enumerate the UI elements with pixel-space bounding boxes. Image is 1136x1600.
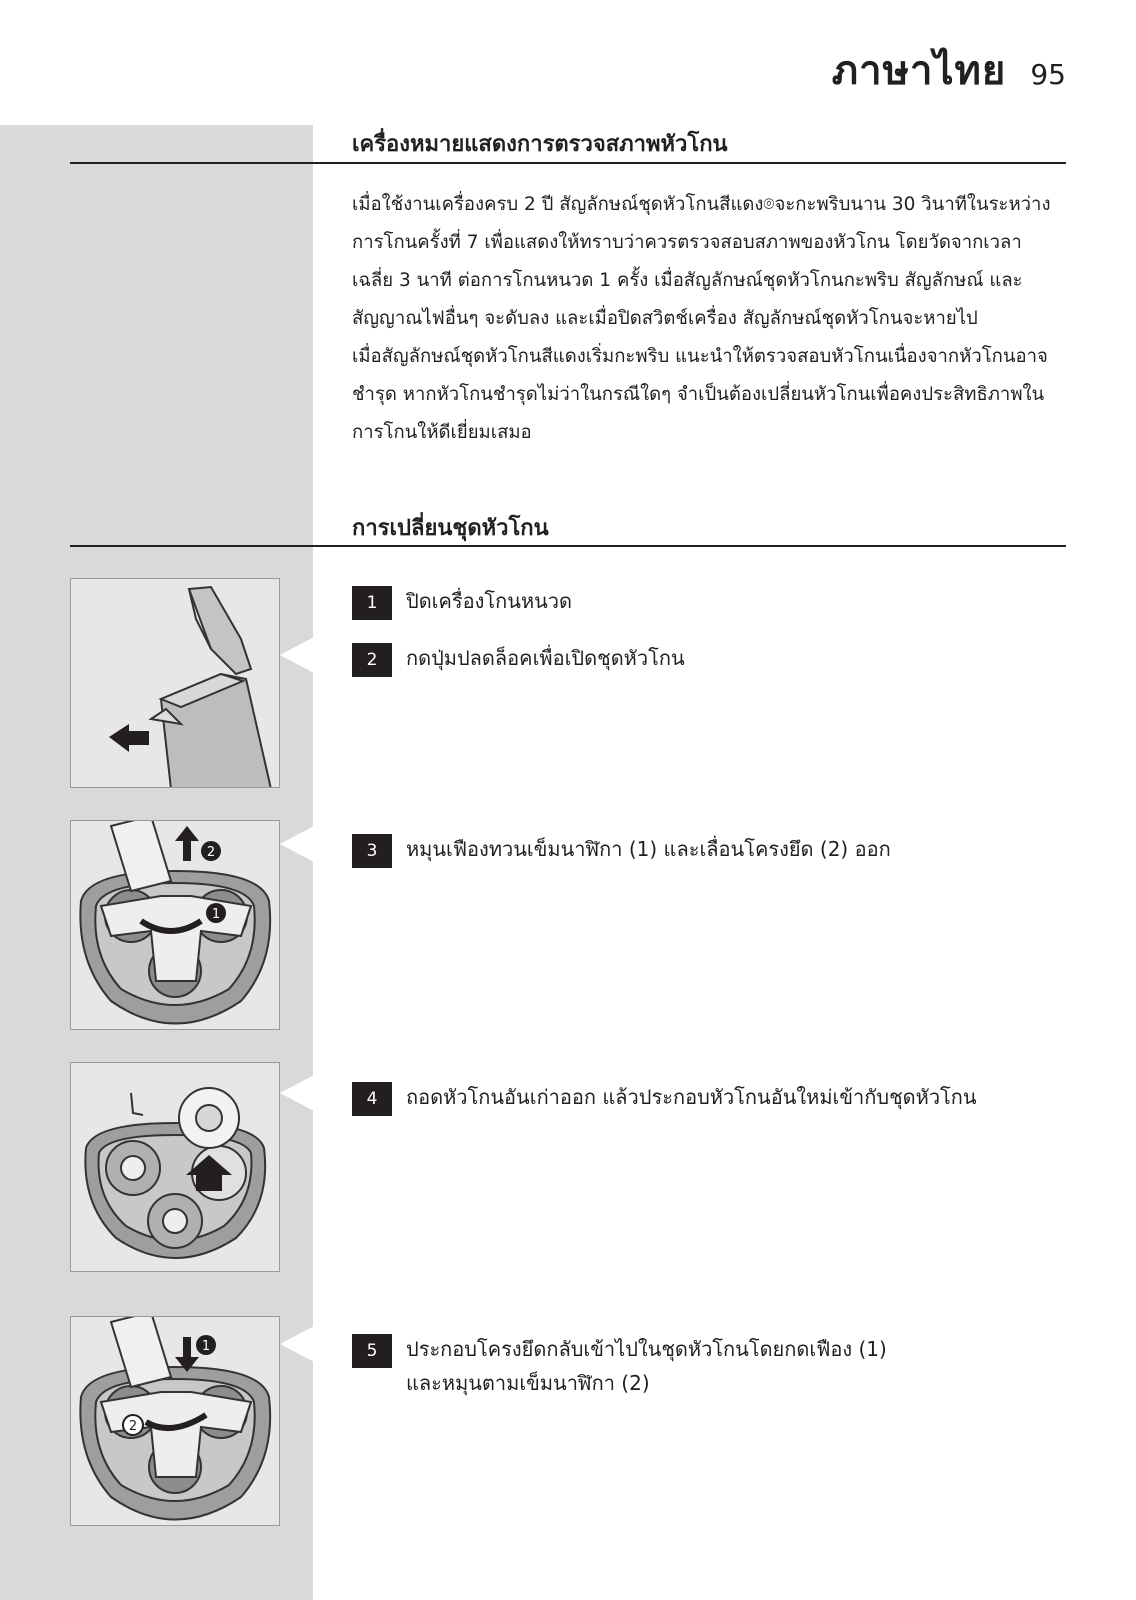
callout-1: 1 — [211, 907, 221, 922]
step-text: หมุนเฟืองทวนเข็มนาฬิกา (1) และเลื่อนโครงยึด (2) ออก — [406, 837, 891, 861]
step-4 — [352, 1080, 1052, 1116]
shaving-unit-frame-icon — [71, 1317, 279, 1525]
step-number: 4 — [352, 1082, 392, 1116]
shaving-heads-icon — [71, 1063, 279, 1271]
figure-replace-heads — [70, 1062, 280, 1272]
language-title: ภาษาไทย — [831, 48, 1007, 94]
figure-reattach-retaining-frame — [70, 1316, 280, 1526]
step-number: 1 — [352, 586, 392, 620]
shaving-unit-frame-icon — [71, 821, 279, 1029]
step-number: 3 — [352, 834, 392, 868]
section-rule — [70, 162, 1066, 164]
figure-pointer — [280, 1326, 314, 1362]
paragraph: เมื่อใช้งานเครื่องครบ 2 ปี สัญลักษณ์ชุดหัวโกนสีแดง⌾จะกะพริบนาน 30 วินาทีในระหว่างการโกนครั้งที่ 7 เพื่อแสดงให้ทราบว่าควรตรวจสอบสภาพของหัวโกน โดยวัดจากเวลาเฉลี่ย 3 นาที ต่อการโกนหนวด 1 ครั้ง เมื่อสัญลักษณ์ชุดหัวโกนกะพริบ สัญลักษณ์ และสัญญาณไฟอื่นๆ จะดับลง และเมื่อปิดสวิตช์เครื่อง สัญลักษณ์ชุดหัวโกนจะหายไป — [352, 194, 1051, 329]
shaver-unlock-icon — [71, 579, 279, 787]
paragraph: เมื่อสัญลักษณ์ชุดหัวโกนสีแดงเริ่มกะพริบ แนะนำให้ตรวจสอบหัวโกนเนื่องจากหัวโกนอาจชำรุด หากหัวโกนชำรุดไม่ว่าในกรณีใดๆ จำเป็นต้องเปลี่ยนหัวโกนเพื่อคงประสิทธิภาพในการโกนให้ดีเยี่ยมเสมอ — [352, 346, 1048, 443]
step-3 — [352, 832, 1052, 868]
step-text: ถอดหัวโกนอันเก่าออก แล้วประกอบหัวโกนอันใหม่เข้ากับชุดหัวโกน — [406, 1085, 977, 1109]
step-number: 5 — [352, 1334, 392, 1368]
figure-pointer — [280, 637, 314, 673]
step-text: ประกอบโครงยึดกลับเข้าไปในชุดหัวโกนโดยกดเฟือง (1) และหมุนตามเข็มนาฬิกา (2) — [406, 1337, 887, 1395]
inspection-body — [352, 186, 1062, 452]
page-header — [832, 38, 1066, 98]
step-5 — [352, 1332, 1052, 1400]
step-text: กดปุ่มปลดล็อคเพื่อเปิดชุดหัวโกน — [406, 646, 685, 670]
figure-remove-retaining-frame — [70, 820, 280, 1030]
step-1 — [352, 584, 1052, 620]
section-title-inspection: เครื่องหมายแสดงการตรวจสภาพหัวโกน — [352, 132, 728, 157]
figure-open-shaving-unit — [70, 578, 280, 788]
figure-pointer — [280, 1075, 314, 1111]
callout-2: 2 — [128, 1419, 138, 1434]
section-rule — [70, 545, 1066, 547]
callout-1: 1 — [201, 1339, 211, 1354]
callout-2: 2 — [206, 845, 216, 860]
section-title-replacing: การเปลี่ยนชุดหัวโกน — [352, 516, 549, 541]
step-2 — [352, 641, 1052, 677]
step-text: ปิดเครื่องโกนหนวด — [406, 589, 573, 613]
step-number: 2 — [352, 643, 392, 677]
figure-pointer — [280, 826, 314, 862]
page-number: 95 — [1030, 58, 1066, 91]
